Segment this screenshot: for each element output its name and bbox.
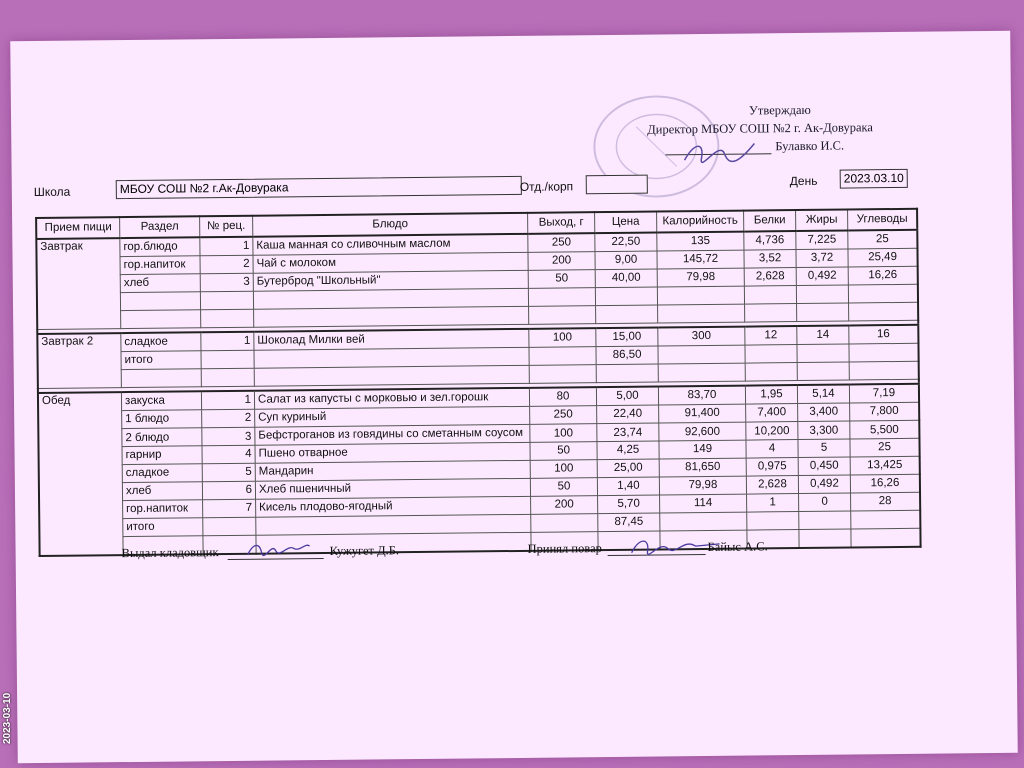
output-cell: 100 [530,424,597,443]
carbs-cell: 13,425 [850,456,920,475]
protein-cell: 4 [746,440,798,459]
carbs-cell: 25,49 [848,248,918,267]
fat-cell: 14 [797,325,849,344]
price-cell: 23,74 [597,423,659,442]
output-cell: 80 [529,387,596,406]
issued-name: Кужугет Д.Б. [329,543,400,558]
price-cell: 22,50 [595,232,657,251]
section-cell: закуска [121,391,201,410]
meal-cell: Завтрак [36,238,120,329]
dish-cell: Шоколад Милки вей [254,329,529,350]
recipe-cell: 1 [201,391,254,410]
recipe-cell: 3 [200,273,253,292]
meal-cell: Обед [38,392,123,556]
issued-label: Выдал кладовщик [121,545,219,561]
output-cell: 200 [528,252,595,271]
dept-field [586,175,648,195]
protein-cell: 3,52 [744,250,796,269]
protein-cell: 0,975 [746,458,798,477]
dish-cell: Пшено отварное [255,442,530,463]
fat-cell: 5 [798,439,850,458]
col-header: Жиры [796,209,848,231]
recipe-cell: 7 [203,499,256,518]
col-header: Цена [595,211,657,233]
price-cell: 4,25 [597,441,659,460]
col-header: Выход, г [528,212,595,234]
fat-cell: 7,225 [796,230,848,249]
col-header: Раздел [120,216,200,238]
output-cell: 250 [530,406,597,425]
output-cell: 200 [531,496,598,515]
calories-cell: 79,98 [657,268,744,287]
col-header: № рец. [200,216,253,238]
section-cell: гор.напиток [123,500,203,519]
protein-cell: 1 [747,494,799,513]
dish-cell: Каша манная со сливочным маслом [253,234,528,255]
received-name: Байыс А.С. [707,539,768,554]
carbs-cell: 16,26 [850,474,920,493]
output-cell: 250 [528,233,595,252]
fat-cell: 0,450 [798,457,850,476]
fat-cell: 0 [799,493,851,512]
recipe-cell: 5 [202,463,255,482]
recipe-cell: 1 [200,237,253,256]
calories-cell: 149 [659,440,746,459]
output-cell: 100 [530,460,597,479]
section-cell: 1 блюдо [122,410,202,429]
section-cell: 2 блюдо [122,428,202,447]
section-cell: хлеб [120,274,200,293]
price-cell: 22,40 [597,405,659,424]
fat-cell: 3,72 [796,249,848,268]
calories-cell: 114 [660,494,747,513]
price-cell: 5,70 [598,495,660,514]
carbs-cell: 25 [850,438,920,457]
carbs-cell: 7,19 [849,384,919,403]
carbs-cell: 25 [848,230,918,249]
recipe-cell: 1 [201,332,254,351]
price-cell: 5,00 [596,386,658,405]
total-price: 86,50 [596,346,658,365]
price-cell: 1,40 [597,477,659,496]
school-field: МБОУ СОШ №2 г.Ак-Довурака [116,176,522,199]
calories-cell: 145,72 [657,250,744,269]
price-cell: 25,00 [597,459,659,478]
fat-cell: 3,300 [798,421,850,440]
recipe-cell: 6 [202,481,255,500]
storekeeper-signature-icon [243,536,313,563]
output-cell: 50 [530,442,597,461]
section-cell: гор.блюдо [120,237,200,256]
recipe-cell: 2 [202,409,255,428]
calories-cell: 92,600 [659,422,746,441]
protein-cell: 12 [745,326,797,345]
menu-table [35,208,922,557]
approval-title: Утверждаю [748,102,811,118]
dish-cell: Бефстроганов из говядины со сметанным соусом [255,424,530,445]
recipe-cell: 2 [200,255,253,274]
section-cell: сладкое [122,464,202,483]
section-cell: гарнир [122,446,202,465]
calories-cell: 91,400 [659,404,746,423]
fat-cell: 3,400 [798,403,850,422]
section-cell: гор.напиток [120,256,200,275]
school-label: Школа [33,184,71,200]
price-cell: 40,00 [595,269,657,288]
approval-position: Директор МБОУ СОШ №2 г. Ак-Довурака [647,120,873,137]
recipe-cell: 4 [202,445,255,464]
calories-cell: 135 [657,232,744,251]
dish-cell: Мандарин [255,460,530,481]
menu-document [10,31,1018,763]
dish-cell: Суп куриный [255,406,530,427]
output-cell: 100 [529,328,596,347]
dish-cell: Чай с молоком [253,252,528,273]
price-cell: 9,00 [595,251,657,270]
received-label: Принял повар [527,541,602,556]
col-header: Прием пищи [36,217,120,239]
day-field: 2023.03.10 [840,169,908,189]
col-header: Углеводы [848,209,918,231]
output-cell: 50 [530,478,597,497]
dish-cell: Салат из капусты с морковью и зел.горошк [254,388,529,409]
price-cell: 15,00 [596,327,658,346]
carbs-cell: 16 [849,325,919,344]
protein-cell: 2,628 [744,268,796,287]
fat-cell: 0,492 [796,267,848,286]
protein-cell: 2,628 [746,476,798,495]
fat-cell: 5,14 [797,384,849,403]
carbs-cell: 7,800 [850,402,920,421]
calories-cell: 83,70 [658,386,745,405]
calories-cell: 81,650 [659,458,746,477]
col-header: Блюдо [253,213,528,237]
approval-name: Булавко И.С. [775,138,845,154]
day-label: День [789,173,818,189]
dept-label: Отд./корп [519,179,574,194]
total-label: итого [123,518,203,537]
meal-cell: Завтрак 2 [37,333,121,388]
carbs-cell: 5,500 [850,420,920,439]
section-cell: сладкое [121,332,201,351]
carbs-cell: 16,26 [848,266,918,285]
protein-cell: 10,200 [746,422,798,441]
recipe-cell: 3 [202,427,255,446]
protein-cell: 7,400 [746,404,798,423]
dish-cell: Кисель плодово-ягодный [256,496,531,517]
fat-cell: 0,492 [798,475,850,494]
col-header: Калорийность [657,211,744,233]
total-price: 87,45 [598,513,660,532]
calories-cell: 300 [658,327,745,346]
total-label: итого [121,351,201,370]
section-cell: хлеб [122,482,202,501]
output-cell: 50 [528,270,595,289]
calories-cell: 79,98 [659,476,746,495]
protein-cell: 4,736 [744,231,796,250]
dish-cell: Хлеб пшеничный [255,478,530,499]
col-header: Белки [744,210,796,232]
photo-date-stamp: 2023-03-10 [2,692,13,744]
dish-cell: Бутерброд "Школьный" [253,270,528,291]
protein-cell: 1,95 [745,385,797,404]
carbs-cell: 28 [851,492,921,511]
director-signature-icon [679,131,759,172]
